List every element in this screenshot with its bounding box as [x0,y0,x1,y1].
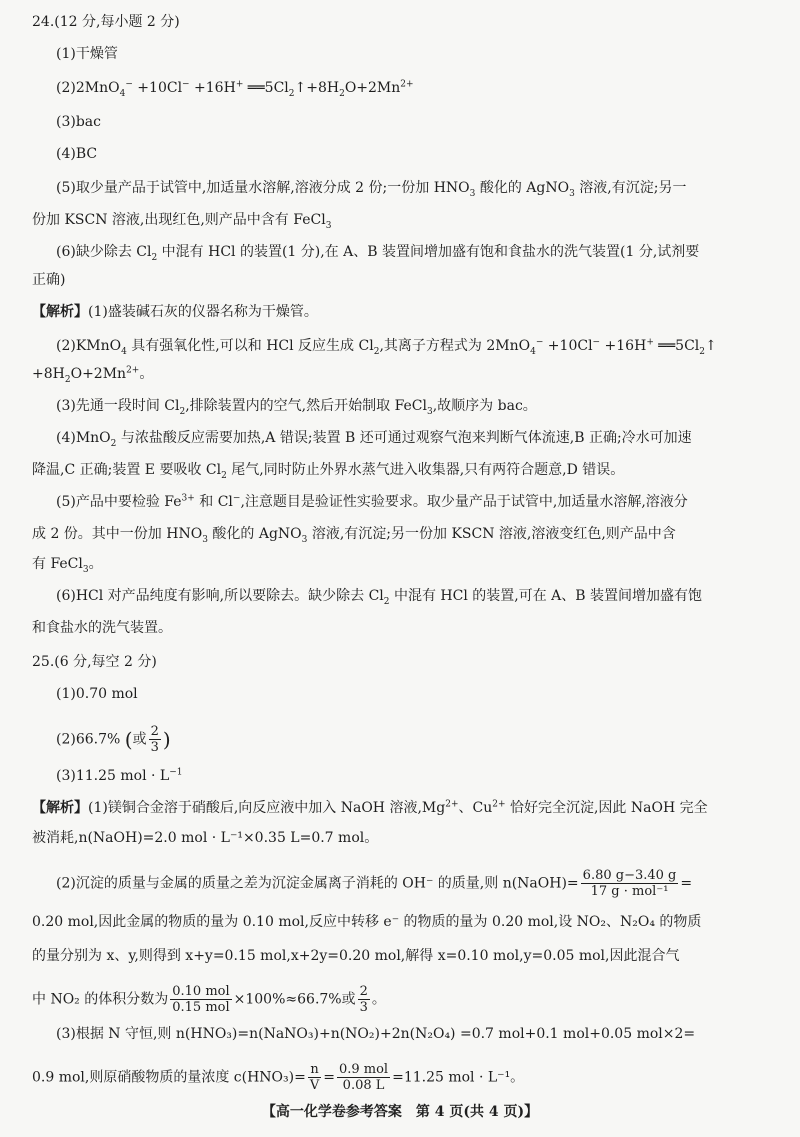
q24-answer-4: (4)BC [56,146,98,162]
q24-answer-3: (3)bac [56,114,101,130]
q24-explanation-4-line1: (4)MnO$_2$ 与浓盐酸反应需要加热,A 错误;装置 B 还可通过观察气泡来判断气体流速,B 正确;冷水可加速 [56,430,692,449]
fraction-concentration: $\frac{\text{0.9 mol}}{0.08 L}$ [338,1062,389,1093]
q25-explanation-2-line2: 0.20 mol,因此金属的物质的量为 0.10 mol,反应中转移 e⁻ 的物质的量为 0.20 mol,设 NO₂、N₂O₄ 的物质 [32,914,702,930]
q25-header: 25.(6 分,每空 2 分) [32,654,157,670]
fraction-two-thirds-2: $\frac{2}{3}$ [359,984,368,1015]
q24-explanation-2-line2: $+8H_2O+2Mn^{2+}$。 [32,365,154,385]
q25-answer-3: (3)11.25 mol · $L^{-1}$ [56,767,183,784]
q24-explanation-2-line1: (2)KMnO$_4$ 具有强氧化性,可以和 HCl 反应生成 $Cl_2$,其离子方程式为 2MnO$_4$− +10Cl− +16H+ $══5Cl_2↑$ [56,337,717,357]
q25-explanation-1-line2: 被消耗,n(NaOH)=2.0 mol · L⁻¹×0.35 L=0.7 mol。 [32,830,379,846]
q24-answer-2: (2)2MnO$_4$− +10Cl− +16H+ $══5Cl_2↑+8H_2O+2Mn^{2+}$ [56,79,414,99]
q24-explanation-5-line1: (5)产品中要检验 $Fe^{3+}$ 和 Cl−,注意题目是验证性实验要求。取少量产品于试管中,加适量水溶解,溶液分 [56,493,688,510]
q25-explanation-3-line1: (3)根据 N 守恒,则 n(HNO₃)=n(NaNO₃)+n(NO₂)+2n(N₂O₄) =0.7 mol+0.1 mol+0.05 mol×2= [56,1026,696,1042]
q24-answer-6-line2: 正确) [32,272,66,288]
q25-explanation-2-line3: 的量分别为 x、y,则得到 x+y=0.15 mol,x+2y=0.20 mol,解得 x=0.10 mol,y=0.05 mol,因此混合气 [32,948,680,964]
q24-explanation-6-line2: 和食盐水的洗气装置。 [32,620,172,636]
q24-explanation-5-line3: 有 FeCl$_3$。 [32,556,103,575]
q25-answer-1: (1)0.70 mol [56,686,138,702]
q24-answer-6-line1: (6)缺少除去 $Cl_2$ 中混有 HCl 的装置(1 分),在 A、B 装置间增加盛有饱和食盐水的洗气装置(1 分,试剂要 [56,244,700,263]
q24-answer-5-line2: 份加 KSCN 溶液,出现红色,则产品中含有 FeCl$_3$ [32,212,332,231]
q24-answer-1: (1)干燥管 [56,46,118,62]
fraction-two-thirds: $\frac{2}{3}$ [150,724,159,755]
q25-explanation-1-line1: 【解析】(1)镁铜合金溶于硝酸后,向反应液中加入 NaOH 溶液$,Mg^{2+}$、$Cu^{2+}$ 恰好完全沉淀,因此 NaOH 完全 [32,799,708,816]
q25-answer-2: (2)66.7% (或 $\frac{2}{3}$ ) [56,724,171,755]
q24-explanation-3: (3)先通一段时间 $Cl_2$,排除装置内的空气,然后开始制取 FeCl$_3$,故顺序为 bac。 [56,398,537,417]
q24-answer-5-line1: (5)取少量产品于试管中,加适量水溶解,溶液分成 2 份;一份加 $HNO_3$ 酸化的 AgNO$_3$ 溶液,有沉淀;另一 [56,180,687,199]
q25-explanation-3-line2: 0.9 mol,则原硝酸物质的量浓度 c(HNO₃)= $\frac{n}{V}$ = $\frac{\text{0.9 mol}}{0.08 L}$ =11.25 mol · L⁻¹。 [32,1062,525,1093]
q24-header: 24.(12 分,每小题 2 分) [32,14,180,30]
fraction-volume: $\frac{\text{0.10 mol}}{\text{0.15 mol}}$ [172,984,230,1015]
fraction-n-over-v: $\frac{n}{V}$ [309,1062,320,1093]
q24-explanation-6-line1: (6)HCl 对产品纯度有影响,所以要除去。缺少除去 $Cl_2$ 中混有 HCl 的装置,可在 A、B 装置间增加盛有饱 [56,588,703,607]
q25-explanation-2-line1: (2)沉淀的质量与金属的质量之差为沉淀金属离子消耗的 OH⁻ 的质量,则 n(NaOH)= $\frac{6.80 g-3.40 g}{\text{17 g · mol⁻¹}}$ = [56,868,693,899]
q24-explanation-4-line2: 降温,C 正确;装置 E 要吸收 $Cl_2$ 尾气,同时防止外界水蒸气进入收集器,只有两符合题意,D 错误。 [32,462,625,481]
fraction-naoh: $\frac{6.80 g-3.40 g}{\text{17 g · mol⁻¹}}$ [582,868,677,899]
q24-explanation-1: 【解析】(1)盛装碱石灰的仪器名称为干燥管。 [32,304,318,320]
page-footer: 【高一化学卷参考答案 第 4 页(共 4 页)】 [261,1104,539,1120]
q25-explanation-2-line4: 中 NO₂ 的体积分数为 $\frac{\text{0.10 mol}}{\text{0.15 mol}}$ ×100%≈66.7%或 $\frac{2}{3}$ 。 [32,984,386,1015]
q24-explanation-5-line2: 成 2 份。其中一份加 $HNO_3$ 酸化的 AgNO$_3$ 溶液,有沉淀;另一份加 KSCN 溶液,溶液变红色,则产品中含 [32,526,676,545]
